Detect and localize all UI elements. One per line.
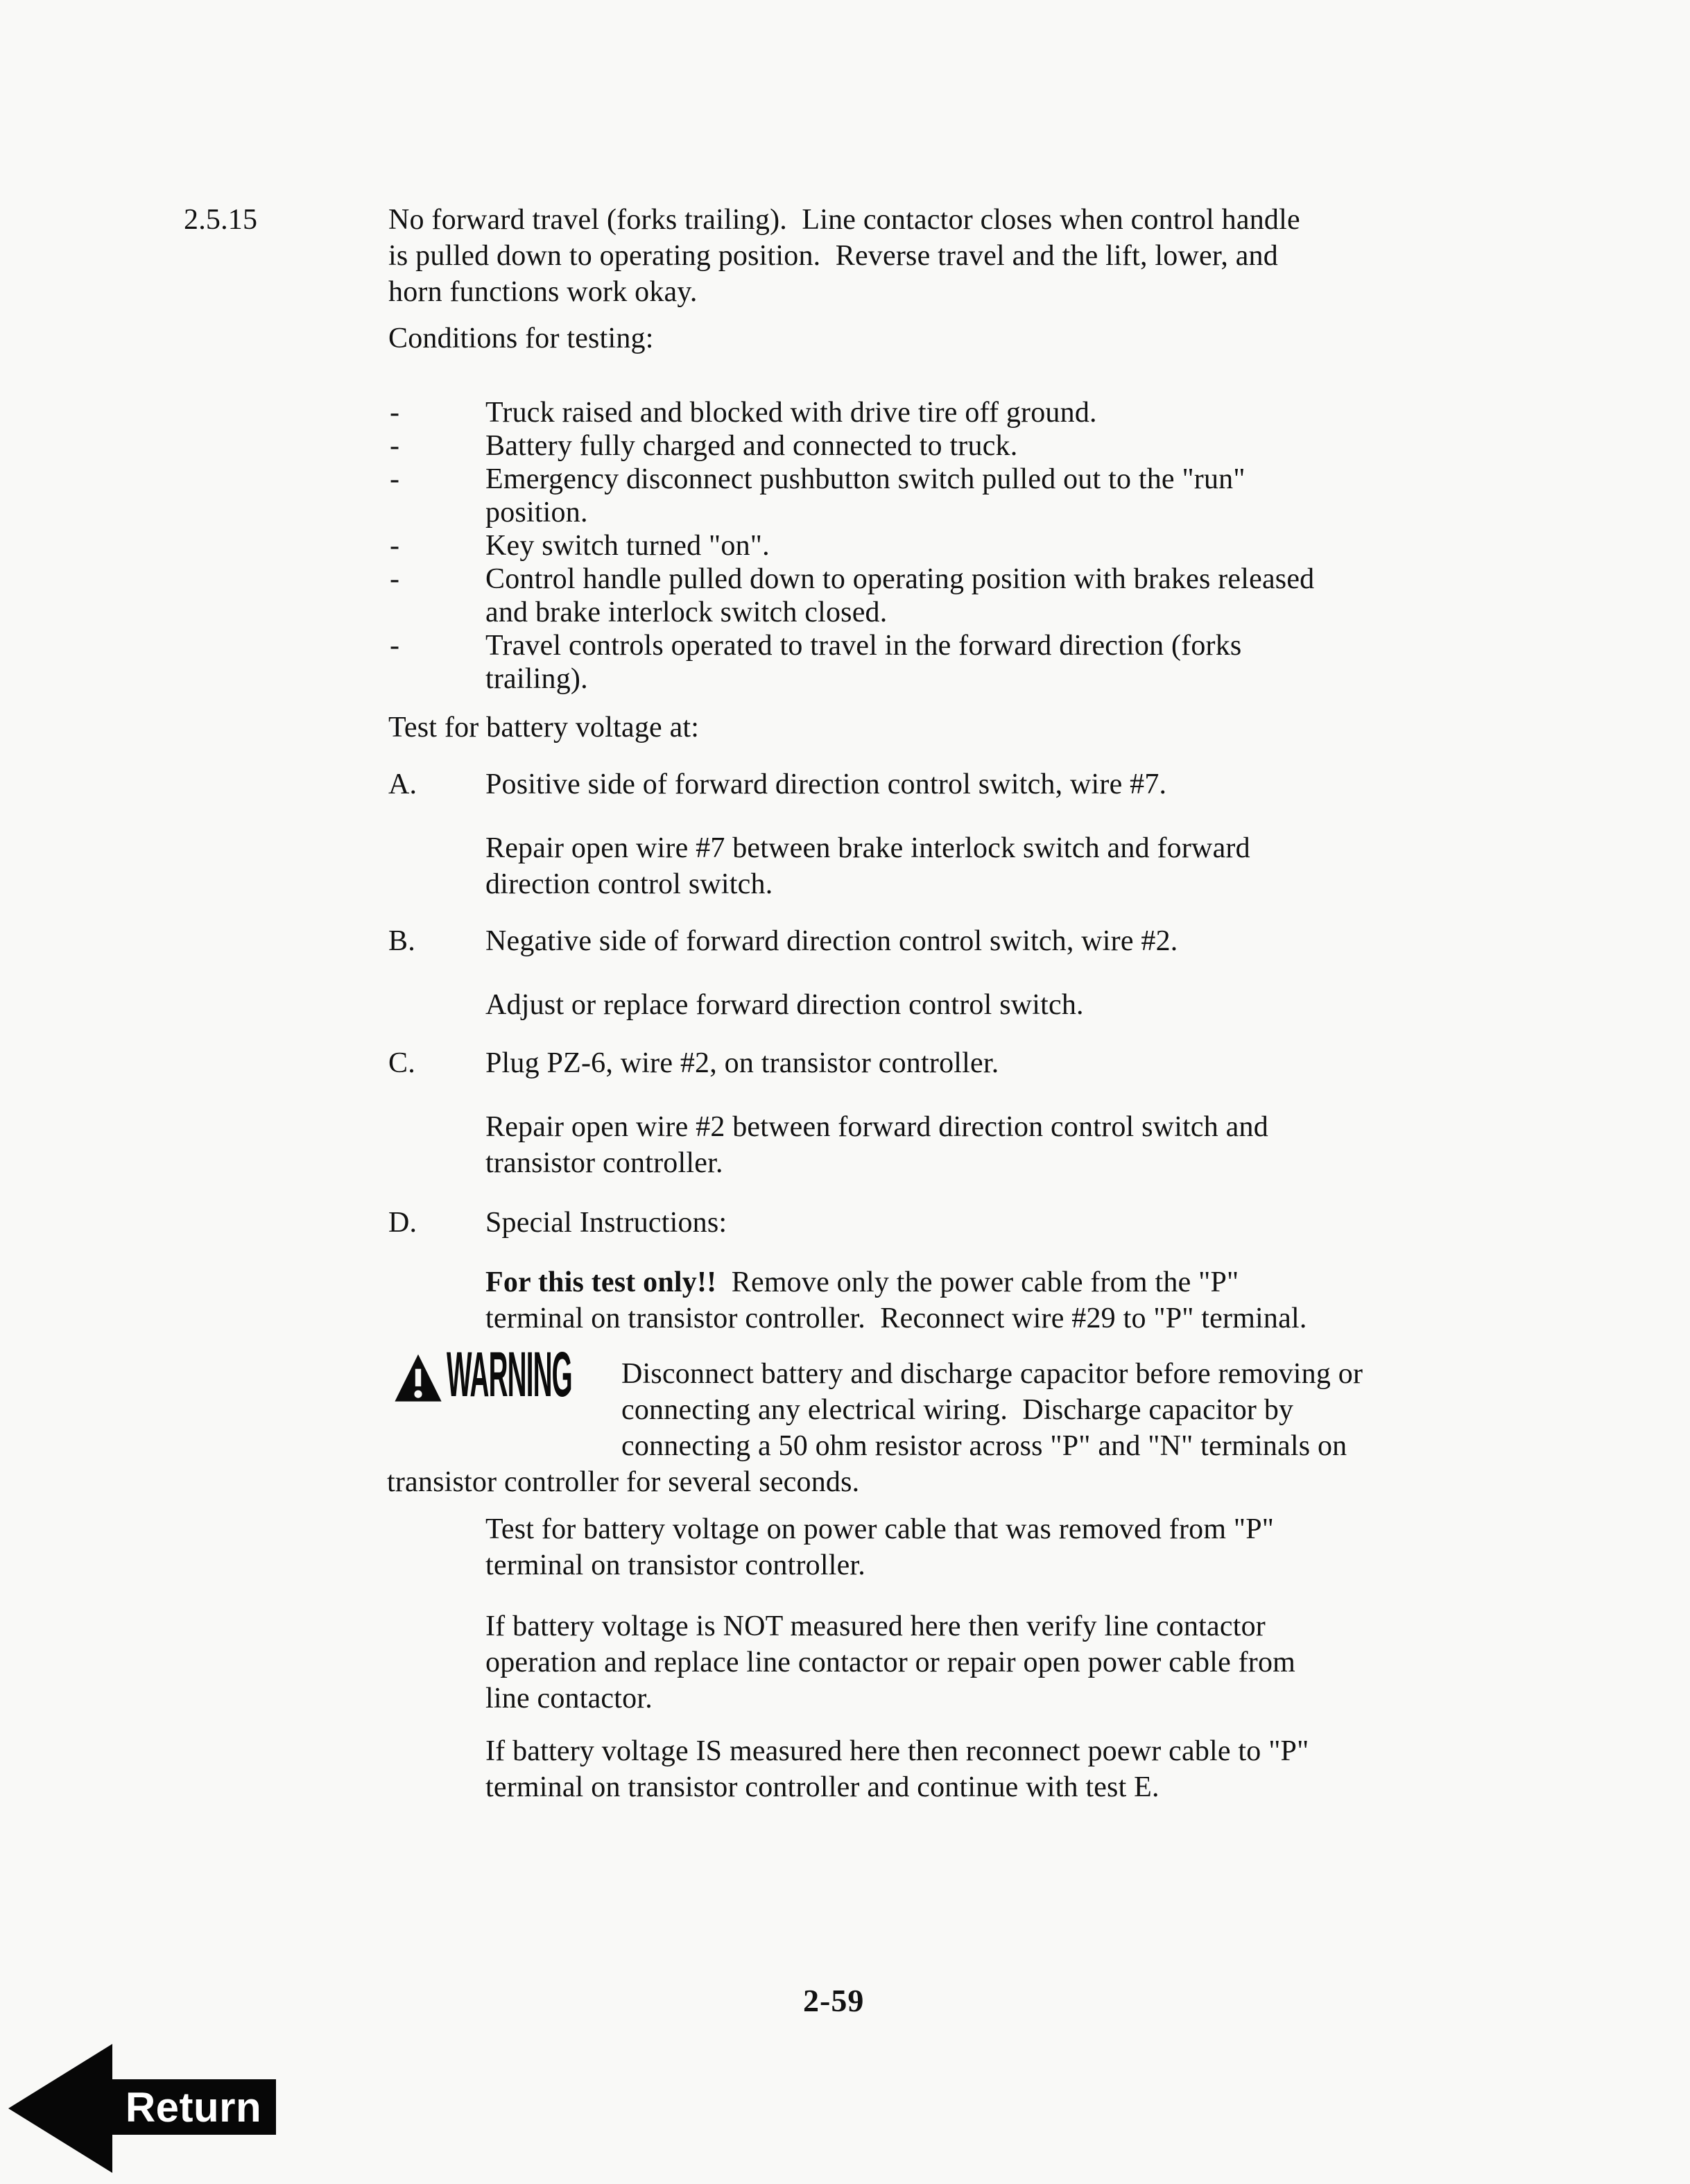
bullet-dash: - [390,530,399,562]
warning-text-line: Disconnect battery and discharge capacitor before removing or [621,1358,1363,1390]
bullet-dash: - [390,463,399,495]
special-note-line [485,1265,1239,1300]
bullet-dash: - [390,430,399,462]
test-letter: C. [388,1047,415,1079]
warning-text-line: connecting any electrical wiring. Discharge capacitor by [621,1394,1294,1426]
special-note-line: terminal on transistor controller. Reconnect wire #29 to "P" terminal. [485,1302,1307,1334]
bullet-dash: - [390,397,399,429]
test-text: Positive side of forward direction control switch, wire #7. [485,768,1167,800]
test-heading: Test for battery voltage at: [388,712,700,743]
test-remedy: Repair open wire #7 between brake interlock switch and forward [485,832,1250,864]
test-remedy: Repair open wire #2 between forward direction control switch and [485,1111,1268,1143]
bullet-dash: - [390,563,399,595]
return-arrow-icon [8,2044,112,2173]
intro-line: horn functions work okay. [388,276,698,308]
condition-item-cont: and brake interlock switch closed. [485,596,888,628]
bullet-dash: - [390,630,399,662]
section-number: 2.5.15 [184,204,258,236]
condition-item-cont: position. [485,497,588,528]
condition-item: Truck raised and blocked with drive tire off ground. [485,397,1097,429]
conditions-heading: Conditions for testing: [388,323,654,354]
warning-triangle-icon [394,1352,442,1407]
paragraph-line: terminal on transistor controller. [485,1549,866,1581]
paragraph-line: Test for battery voltage on power cable that was removed from "P" [485,1513,1275,1545]
intro-line: is pulled down to operating position. Reverse travel and the lift, lower, and [388,240,1278,272]
special-note-rest: Remove only the power cable from the "P" [716,1266,1239,1298]
test-remedy: Adjust or replace forward direction control switch. [485,989,1084,1021]
condition-item: Emergency disconnect pushbutton switch pulled out to the "run" [485,463,1245,495]
test-letter: D. [388,1207,417,1239]
paragraph-line: If battery voltage IS measured here then reconnect poewr cable to "P" [485,1735,1309,1767]
condition-item-cont: trailing). [485,663,588,695]
condition-item: Key switch turned "on". [485,530,770,562]
test-remedy-cont: transistor controller. [485,1147,723,1179]
intro-line: No forward travel (forks trailing). Line contactor closes when control handle [388,204,1300,236]
test-text: Negative side of forward direction control switch, wire #2. [485,925,1178,957]
test-remedy-cont: direction control switch. [485,868,773,900]
return-button[interactable] [7,2043,272,2176]
special-note-bold: For this test only!! [485,1266,717,1298]
test-letter: A. [388,768,417,800]
test-text: Special Instructions: [485,1207,727,1239]
test-letter: B. [388,925,415,957]
warning-text-line: connecting a 50 ohm resistor across "P" and "N" terminals on [621,1430,1347,1462]
return-button-body [111,2079,276,2135]
warning-text-overflow: transistor controller for several seconds. [387,1466,860,1498]
return-button-label: Return [125,2083,262,2131]
paragraph-line: operation and replace line contactor or repair open power cable from [485,1646,1296,1678]
condition-item: Travel controls operated to travel in the forward direction (forks [485,630,1242,662]
paragraph-line: If battery voltage is NOT measured here then verify line contactor [485,1610,1266,1642]
page-number: 2-59 [803,1983,865,2018]
test-text: Plug PZ-6, wire #2, on transistor controller. [485,1047,999,1079]
condition-item: Battery fully charged and connected to truck. [485,430,1018,462]
paragraph-line: terminal on transistor controller and continue with test E. [485,1771,1159,1803]
warning-label: WARNING [447,1339,572,1410]
condition-item: Control handle pulled down to operating position with brakes released [485,563,1315,595]
paragraph-line: line contactor. [485,1683,653,1714]
